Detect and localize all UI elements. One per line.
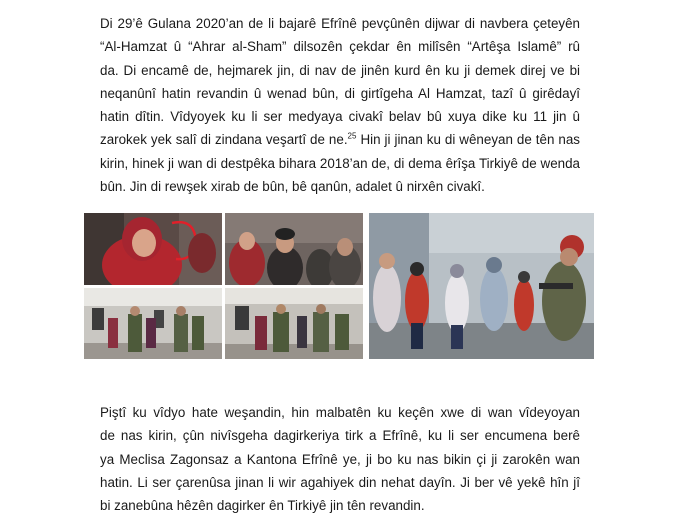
text-line: neqanûnî hatin revandin û wenad bûn, di girtîgeha Al Hamzat, tazî û girêdayî (100, 85, 580, 101)
text-line: “Al-Hamzat û “Ahrar al-Sham” dilsozên çekdar ên milîsên “Artêşa Islamê” rû (100, 39, 580, 55)
photo-detainee-closeup (84, 213, 222, 285)
text-line: bi zanebûna hêzên dagirker ên Tirkiyê jin tên revandin. (100, 498, 425, 514)
text-line: bûn. Jin di rewşek xirab de bûn, bê qanûn, adalet û nirxên civakî. (100, 179, 485, 195)
text-segment: Hin ji jinan ku di wêneyan de tên nas (356, 132, 580, 148)
text-line-with-footnote (100, 128, 580, 151)
text-line: Piştî ku vîdyo hate weşandin, hin malbatên ku keçên xwe di wan vîdeyoyan (100, 405, 580, 420)
paragraph-1 (100, 12, 580, 198)
text-line: de nas kirin, çûn nivîsgeha dagirkeriya tirk a Efrînê, ku li ser encumena berê (100, 428, 580, 444)
text-line: da. Di encamê de, hejmarek jin, di nav de jinên kurd ên ku ji demek direj ve bi (100, 62, 580, 78)
photo-soldiers-escorting (225, 288, 363, 359)
photo-collage (84, 213, 594, 359)
photo-women-led-by-soldier (369, 213, 594, 359)
text-line: hatin dîtin. Vîdyoyek ku li ser medyaya civakî belav bû xuya dike ku 11 jin û (100, 109, 580, 125)
text-segment: zarokek yek salî di zindana veşartî de ne. (100, 132, 348, 148)
paragraph-2 (100, 401, 580, 517)
text-line: ya Meclisa Zagonsaz a Kantona Efrînê ye, ji bo ku nas bikin çi ji zarokên wan (100, 451, 580, 467)
text-line: hatin. Li ser çarenûsa jinan li wir agahiyek din nehat dayîn. Ji ber vê yekê hîn jî (100, 474, 580, 490)
photo-soldiers-in-courtyard (84, 288, 222, 359)
footnote-ref[interactable]: 25 (347, 132, 357, 142)
text-line: Di 29’ê Gulana 2020’an de li bajarê Efrînê pevçûnên dijwar di navbera çeteyên (100, 16, 580, 31)
text-line: kirin, hinek ji wan di destpêka bihara 2018’an de, di dema êrîşa Tirkiyê de wenda (100, 155, 580, 171)
photo-detainees-with-guard (225, 213, 363, 285)
